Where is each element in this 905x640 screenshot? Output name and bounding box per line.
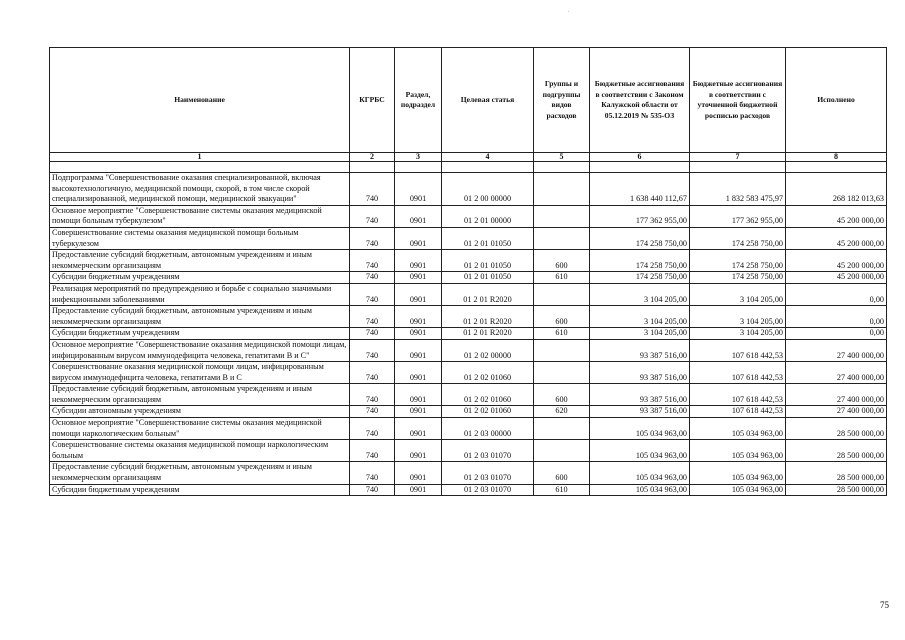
- table-row: [50, 406, 887, 418]
- row-executed: 27 400 000,00: [786, 339, 887, 361]
- row-razdel: 0901: [395, 205, 442, 227]
- row-kgrbs: 740: [350, 362, 395, 384]
- table-row: [50, 328, 887, 340]
- row-group: [534, 362, 590, 384]
- row-budget-law: 3 104 205,00: [590, 328, 690, 340]
- budget-document: [49, 47, 886, 496]
- col-number: 2: [350, 153, 395, 162]
- table-row: [50, 362, 887, 384]
- row-name: Основное мероприятие "Совершенствование оказания медицинской помощи лицам, инфицированным вирусом иммунодефицита человека, гепатитами В и С": [50, 339, 350, 361]
- table-row: [50, 283, 887, 305]
- row-executed: 0,00: [786, 283, 887, 305]
- row-group: 620: [534, 406, 590, 418]
- row-budget-law: 105 034 963,00: [590, 440, 690, 462]
- row-name: Совершенствование системы оказания медицинской помощи больным туберкулезом: [50, 227, 350, 249]
- table-row: [50, 306, 887, 328]
- row-budget-law: 93 387 516,00: [590, 362, 690, 384]
- header-budget-law: Бюджетные ассигнования в соответствии с Законом Калужской области от 05.12.2019 № 535-ОЗ: [590, 48, 690, 153]
- row-group: 600: [534, 250, 590, 272]
- row-kgrbs: 740: [350, 384, 395, 406]
- row-name: Основное мероприятие "Совершенствование системы оказания медицинской помощи наркологическим больным": [50, 418, 350, 440]
- row-kgrbs: 740: [350, 462, 395, 484]
- row-target: 01 2 03 01070: [442, 440, 534, 462]
- row-kgrbs: 740: [350, 173, 395, 206]
- row-razdel: 0901: [395, 384, 442, 406]
- row-target: 01 2 00 00000: [442, 173, 534, 206]
- row-executed: 27 400 000,00: [786, 362, 887, 384]
- table-row: [50, 384, 887, 406]
- row-kgrbs: 740: [350, 283, 395, 305]
- row-kgrbs: 740: [350, 272, 395, 284]
- row-executed: 45 200 000,00: [786, 272, 887, 284]
- row-budget-law: 3 104 205,00: [590, 283, 690, 305]
- col-number: 6: [590, 153, 690, 162]
- row-razdel: 0901: [395, 362, 442, 384]
- col-number: 8: [786, 153, 887, 162]
- row-budget-law: 1 638 440 112,67: [590, 173, 690, 206]
- col-number: 5: [534, 153, 590, 162]
- row-kgrbs: 740: [350, 406, 395, 418]
- row-kgrbs: 740: [350, 306, 395, 328]
- row-executed: 268 182 013,63: [786, 173, 887, 206]
- row-kgrbs: 740: [350, 418, 395, 440]
- row-budget-refined: 107 618 442,53: [690, 339, 786, 361]
- row-executed: 27 400 000,00: [786, 406, 887, 418]
- col-number: 4: [442, 153, 534, 162]
- table-row: [50, 173, 887, 206]
- row-budget-refined: 3 104 205,00: [690, 328, 786, 340]
- row-razdel: 0901: [395, 440, 442, 462]
- row-name: Подпрограмма "Совершенствование оказания специализированной, включая высокотехнологичную, медицинской помощи, скорой, в том числе скорой специализированной, медицинской помощи, медицинской эвакуации": [50, 173, 350, 206]
- table-row: [50, 339, 887, 361]
- table-row: [50, 272, 887, 284]
- row-budget-refined: 1 832 583 475,97: [690, 173, 786, 206]
- row-budget-refined: 107 618 442,53: [690, 362, 786, 384]
- spacer-cell: [590, 162, 690, 173]
- row-budget-refined: 105 034 963,00: [690, 462, 786, 484]
- row-kgrbs: 740: [350, 227, 395, 249]
- row-budget-law: 174 258 750,00: [590, 250, 690, 272]
- row-razdel: 0901: [395, 339, 442, 361]
- row-razdel: 0901: [395, 484, 442, 496]
- row-target: 01 2 01 00000: [442, 205, 534, 227]
- row-name: Основное мероприятие "Совершенствование системы оказания медицинской помощи больным туберкулезом": [50, 205, 350, 227]
- row-name: Предоставление субсидий бюджетным, автономным учреждениям и иным некоммерческим организациям: [50, 462, 350, 484]
- row-budget-law: 105 034 963,00: [590, 418, 690, 440]
- row-budget-refined: 177 362 955,00: [690, 205, 786, 227]
- row-group: [534, 418, 590, 440]
- spacer-cell: [690, 162, 786, 173]
- row-executed: 45 200 000,00: [786, 250, 887, 272]
- row-target: 01 2 02 00000: [442, 339, 534, 361]
- row-group: 600: [534, 306, 590, 328]
- header-groups: Группы и подгруппы видов расходов: [534, 48, 590, 153]
- row-budget-refined: 105 034 963,00: [690, 484, 786, 496]
- spacer-cell: [350, 162, 395, 173]
- row-executed: 28 500 000,00: [786, 440, 887, 462]
- col-number: 3: [395, 153, 442, 162]
- row-group: 600: [534, 462, 590, 484]
- row-executed: 45 200 000,00: [786, 227, 887, 249]
- row-name: Субсидии бюджетным учреждениям: [50, 484, 350, 496]
- row-group: 610: [534, 328, 590, 340]
- row-target: 01 2 01 R2020: [442, 283, 534, 305]
- row-budget-refined: 174 258 750,00: [690, 227, 786, 249]
- table-row: [50, 484, 887, 496]
- header-target: Целевая статья: [442, 48, 534, 153]
- row-razdel: 0901: [395, 306, 442, 328]
- row-razdel: 0901: [395, 250, 442, 272]
- table-row: [50, 440, 887, 462]
- row-group: [534, 173, 590, 206]
- table-row: [50, 418, 887, 440]
- row-budget-refined: 105 034 963,00: [690, 418, 786, 440]
- row-target: 01 2 02 01060: [442, 362, 534, 384]
- row-budget-law: 174 258 750,00: [590, 272, 690, 284]
- row-executed: 0,00: [786, 328, 887, 340]
- row-name: Предоставление субсидий бюджетным, автономным учреждениям и иным некоммерческим организациям: [50, 306, 350, 328]
- row-name: Реализация мероприятий по предупреждению и борьбе с социально значимыми инфекционными заболеваниями: [50, 283, 350, 305]
- row-name: Субсидии автономным учреждениям: [50, 406, 350, 418]
- spacer-cell: [442, 162, 534, 173]
- scan-mark: .: [568, 8, 570, 14]
- row-target: 01 2 03 01070: [442, 484, 534, 496]
- row-budget-law: 93 387 516,00: [590, 384, 690, 406]
- row-kgrbs: 740: [350, 328, 395, 340]
- row-budget-law: 177 362 955,00: [590, 205, 690, 227]
- row-kgrbs: 740: [350, 250, 395, 272]
- row-budget-law: 105 034 963,00: [590, 462, 690, 484]
- row-razdel: 0901: [395, 328, 442, 340]
- table-row: [50, 205, 887, 227]
- row-razdel: 0901: [395, 418, 442, 440]
- row-executed: 28 500 000,00: [786, 484, 887, 496]
- table-row: [50, 250, 887, 272]
- header-razdel: Раздел, подраздел: [395, 48, 442, 153]
- row-budget-refined: 3 104 205,00: [690, 306, 786, 328]
- col-number: 1: [50, 153, 350, 162]
- row-budget-law: 105 034 963,00: [590, 484, 690, 496]
- row-group: [534, 283, 590, 305]
- col-number: 7: [690, 153, 786, 162]
- row-group: [534, 227, 590, 249]
- row-budget-refined: 174 258 750,00: [690, 250, 786, 272]
- row-budget-refined: 107 618 442,53: [690, 384, 786, 406]
- row-budget-refined: 3 104 205,00: [690, 283, 786, 305]
- row-budget-law: 174 258 750,00: [590, 227, 690, 249]
- row-target: 01 2 01 01050: [442, 272, 534, 284]
- row-target: 01 2 03 00000: [442, 418, 534, 440]
- header-executed: Исполнено: [786, 48, 887, 153]
- row-target: 01 2 03 01070: [442, 462, 534, 484]
- row-kgrbs: 740: [350, 484, 395, 496]
- row-budget-refined: 105 034 963,00: [690, 440, 786, 462]
- header-row: [50, 48, 887, 153]
- header-name: Наименование: [50, 48, 350, 153]
- row-executed: 28 500 000,00: [786, 462, 887, 484]
- row-razdel: 0901: [395, 462, 442, 484]
- row-name: Предоставление субсидий бюджетным, автономным учреждениям и иным некоммерческим организациям: [50, 384, 350, 406]
- row-kgrbs: 740: [350, 339, 395, 361]
- row-target: 01 2 02 01060: [442, 406, 534, 418]
- row-razdel: 0901: [395, 406, 442, 418]
- spacer-cell: [534, 162, 590, 173]
- spacer-cell: [786, 162, 887, 173]
- row-name: Субсидии бюджетным учреждениям: [50, 328, 350, 340]
- spacer-row: [50, 162, 887, 173]
- row-razdel: 0901: [395, 272, 442, 284]
- row-executed: 28 500 000,00: [786, 418, 887, 440]
- row-group: [534, 339, 590, 361]
- row-group: 610: [534, 484, 590, 496]
- row-target: 01 2 01 R2020: [442, 328, 534, 340]
- row-target: 01 2 01 01050: [442, 250, 534, 272]
- row-target: 01 2 01 01050: [442, 227, 534, 249]
- row-budget-law: 3 104 205,00: [590, 306, 690, 328]
- budget-table: [49, 47, 887, 496]
- row-razdel: 0901: [395, 283, 442, 305]
- row-name: Совершенствование оказания медицинской помощи лицам, инфицированным вирусом иммунодефицита человека, гепатитами В и С: [50, 362, 350, 384]
- spacer-cell: [50, 162, 350, 173]
- row-budget-refined: 174 258 750,00: [690, 272, 786, 284]
- row-budget-refined: 107 618 442,53: [690, 406, 786, 418]
- table-row: [50, 227, 887, 249]
- table-row: [50, 462, 887, 484]
- row-kgrbs: 740: [350, 205, 395, 227]
- row-target: 01 2 01 R2020: [442, 306, 534, 328]
- row-name: Субсидии бюджетным учреждениям: [50, 272, 350, 284]
- row-budget-law: 93 387 516,00: [590, 339, 690, 361]
- row-group: 610: [534, 272, 590, 284]
- page-number: 75: [880, 600, 889, 610]
- row-name: Предоставление субсидий бюджетным, автономным учреждениям и иным некоммерческим организациям: [50, 250, 350, 272]
- row-executed: 45 200 000,00: [786, 205, 887, 227]
- row-executed: 0,00: [786, 306, 887, 328]
- row-group: [534, 205, 590, 227]
- row-group: 600: [534, 384, 590, 406]
- row-executed: 27 400 000,00: [786, 384, 887, 406]
- row-name: Совершенствование системы оказания медицинской помощи наркологическим больным: [50, 440, 350, 462]
- row-budget-law: 93 387 516,00: [590, 406, 690, 418]
- header-kgrbs: КГРБС: [350, 48, 395, 153]
- row-kgrbs: 740: [350, 440, 395, 462]
- row-target: 01 2 02 01060: [442, 384, 534, 406]
- header-budget-refined: Бюджетные ассигнования в соответствии с уточненной бюджетной росписью расходов: [690, 48, 786, 153]
- row-razdel: 0901: [395, 227, 442, 249]
- row-razdel: 0901: [395, 173, 442, 206]
- row-group: [534, 440, 590, 462]
- spacer-cell: [395, 162, 442, 173]
- column-number-row: [50, 153, 887, 162]
